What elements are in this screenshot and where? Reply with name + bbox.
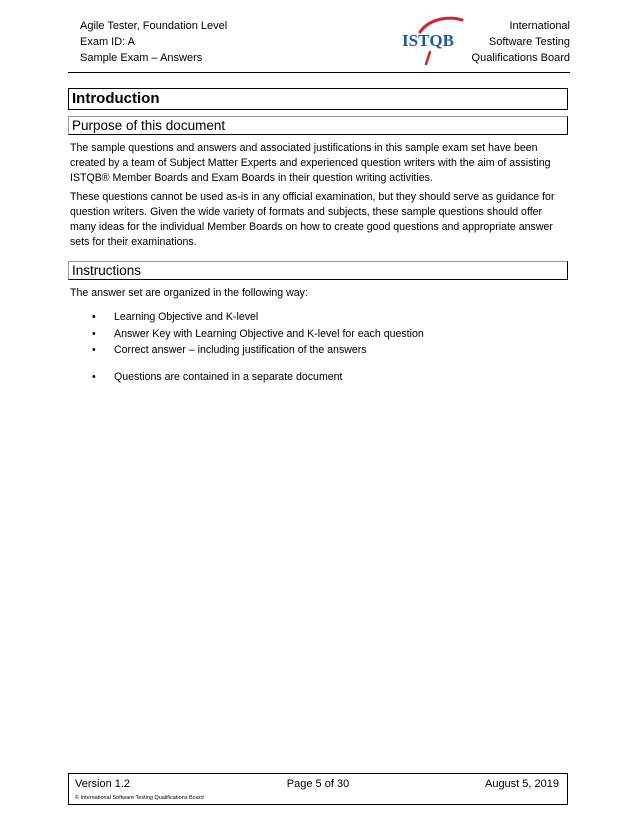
- header-left-line-3: Sample Exam – Answers: [80, 52, 203, 64]
- bullet-list-2: [92, 370, 343, 387]
- header-right: [472, 18, 570, 66]
- header-left: [80, 18, 227, 66]
- header-right-line-3: Qualifications Board: [471, 52, 570, 64]
- heading-instructions: Instructions: [68, 261, 568, 280]
- purpose-paragraph-1: The sample questions and answers and associated justifications in this sample exam set have been created by a team of Subject Matter Experts and experienced question writers with the aim of assisting ISTQB® Member Boards and Exam Boards in their question writing activities.: [70, 142, 551, 184]
- instructions-intro: The answer set are organized in the following way:: [70, 287, 308, 299]
- header-right-line-2: Software Testing: [488, 36, 570, 48]
- header-left-line-2: Exam ID: A: [80, 36, 136, 48]
- page-footer: [68, 773, 568, 805]
- header-divider: [68, 72, 570, 73]
- list-item: • Learning Objective and K-level: [92, 310, 424, 325]
- istqb-logo-icon: [400, 14, 466, 70]
- list-item: • Questions are contained in a separate document: [92, 370, 343, 385]
- logo-wordmark: ISTQB: [402, 31, 454, 50]
- footer-page-number: Page 5 of 30: [286, 778, 350, 790]
- purpose-paragraph-2: These questions cannot be used as-is in any official examination, but they should serve as guidance for question writers. Given the wide variety of formats and subjects, these sample questions should offer many ideas for the individual Member Boards on how to create good questions and appropriate answer sets for their examinations.: [70, 191, 555, 248]
- header-left-line-1: Agile Tester, Foundation Level: [80, 20, 228, 32]
- section-title-introduction: Introduction: [68, 88, 568, 110]
- footer-copyright: © International Software Testing Qualifications Board: [75, 795, 204, 801]
- bullet-list-1: [92, 310, 424, 360]
- footer-version: Version 1.2: [75, 778, 131, 790]
- header-right-line-1: International: [509, 20, 570, 32]
- list-item: • Answer Key with Learning Objective and K-level for each question: [92, 327, 424, 342]
- footer-date: August 5, 2019: [484, 778, 559, 790]
- list-item: • Correct answer – including justification of the answers: [92, 343, 424, 358]
- istqb-logo: [400, 14, 466, 70]
- heading-purpose: Purpose of this document: [68, 116, 568, 135]
